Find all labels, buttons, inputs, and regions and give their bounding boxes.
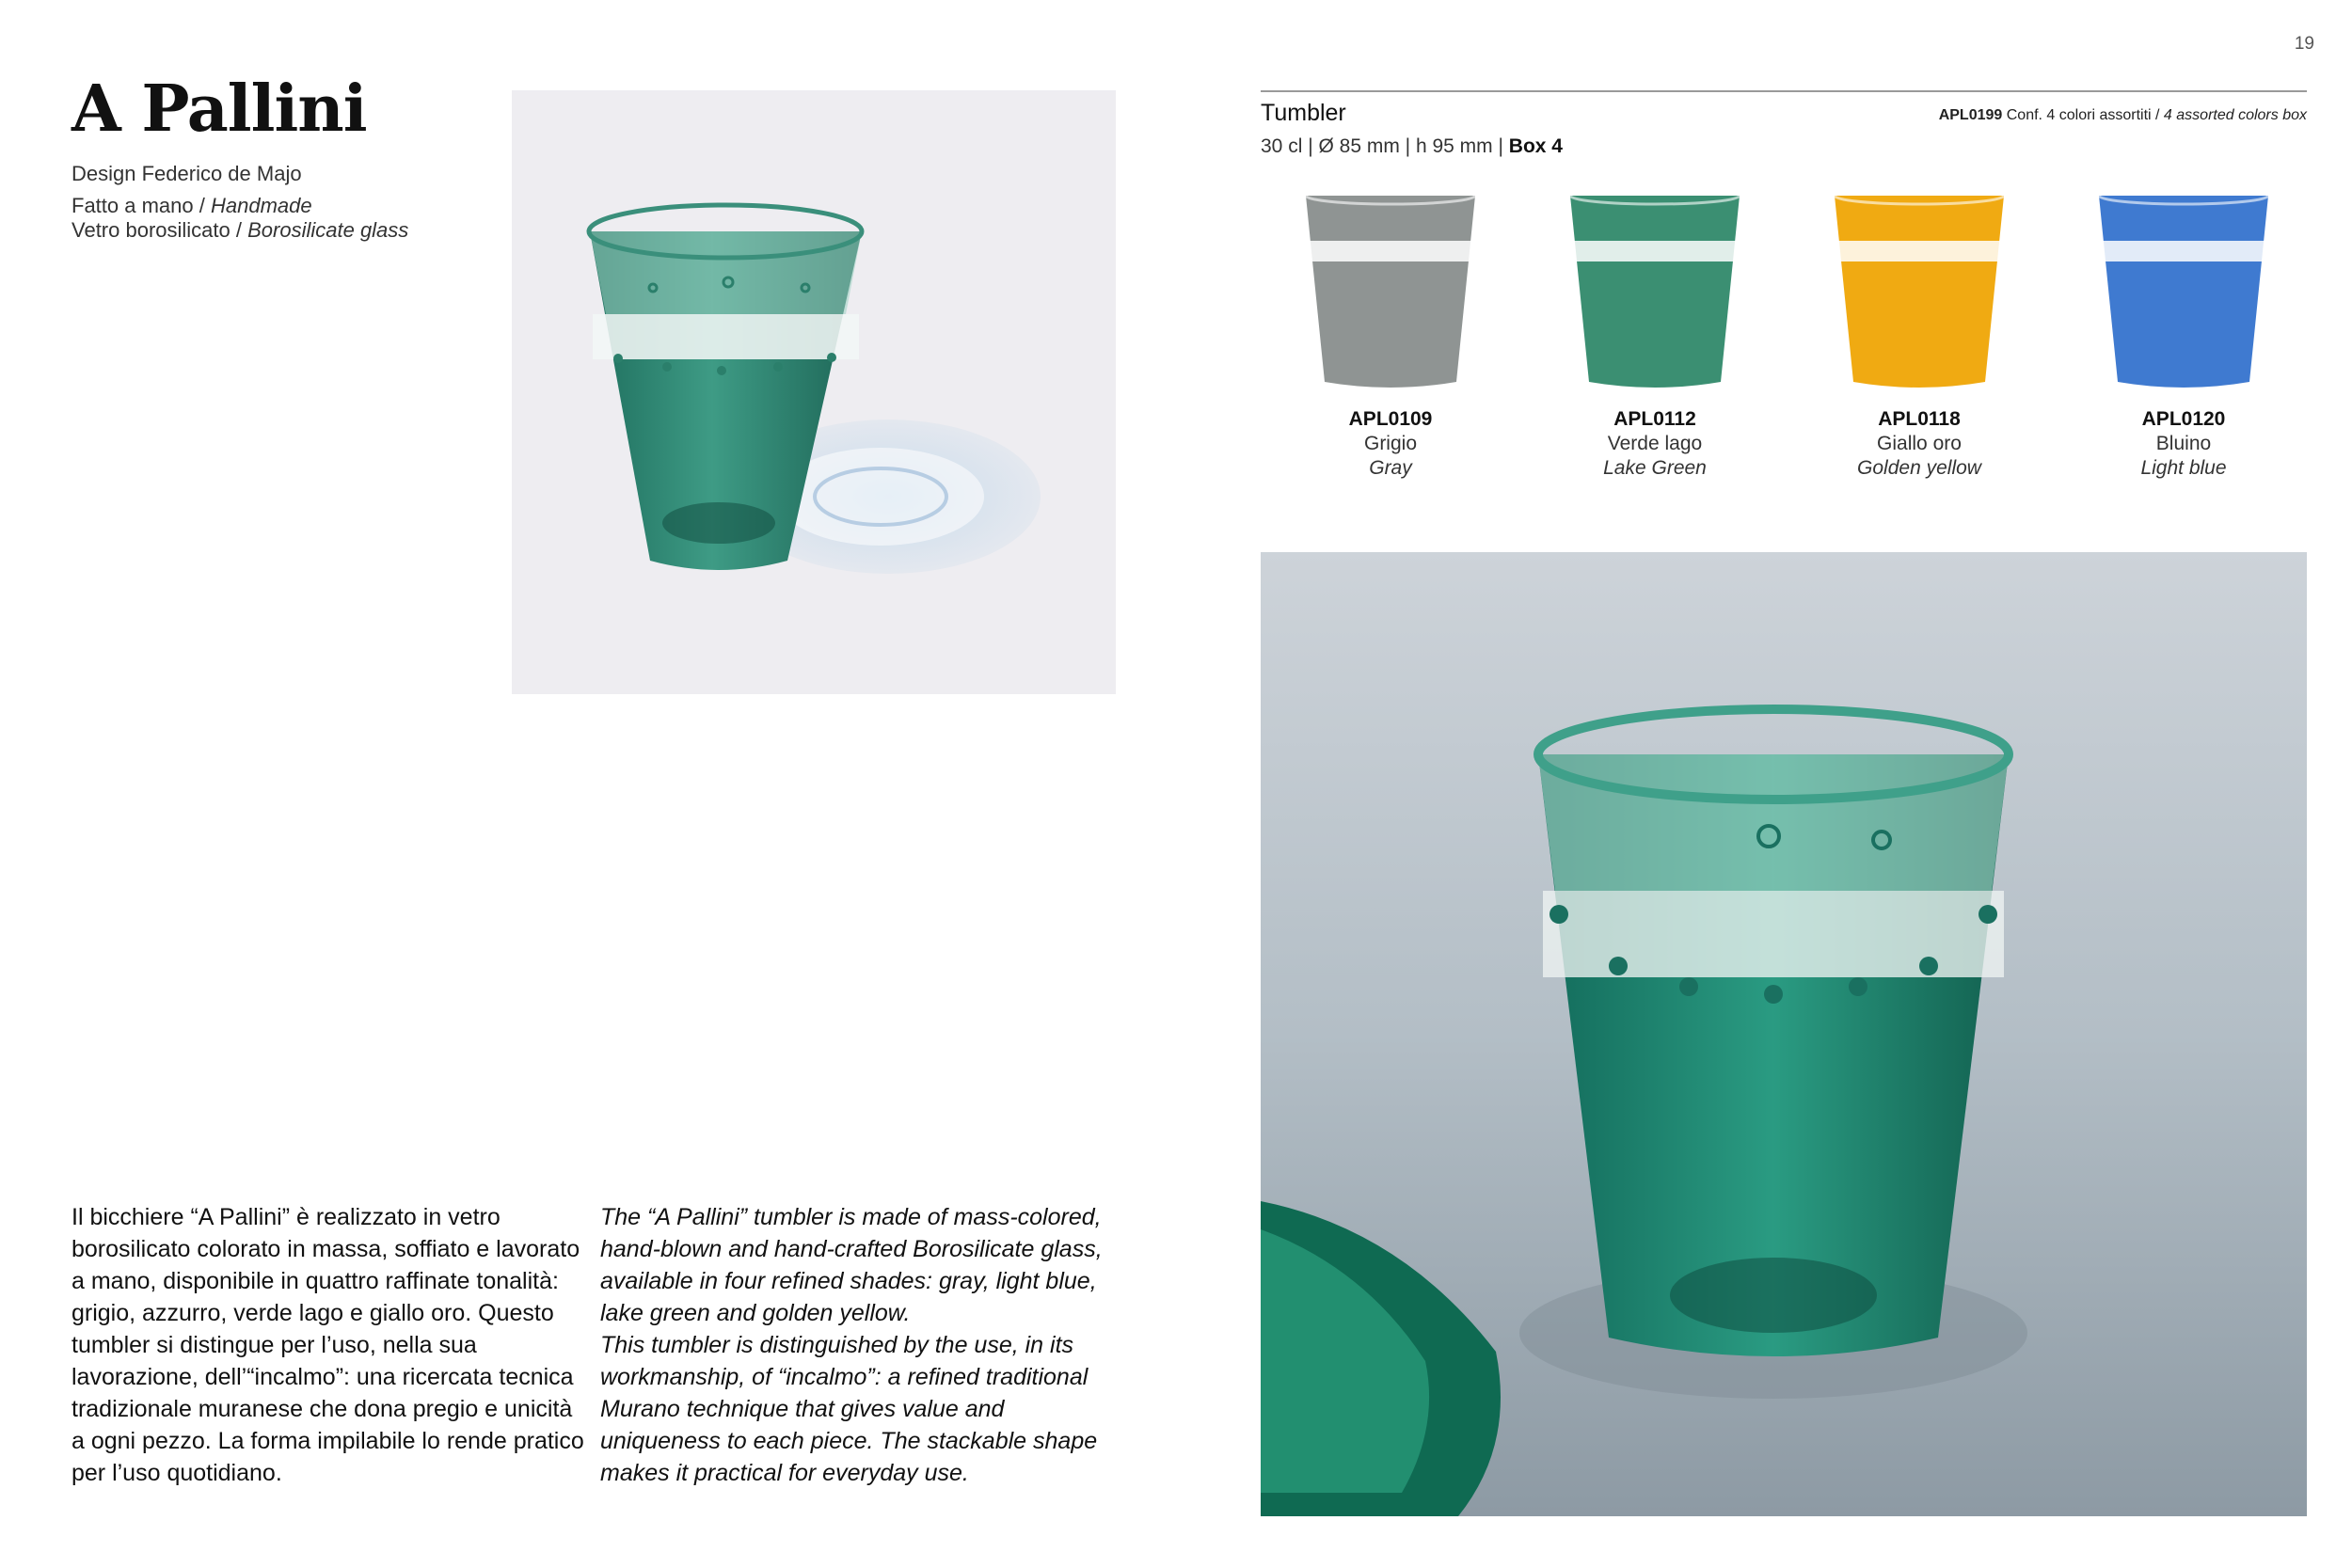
variant-name-en: Golden yellow [1857,457,1981,479]
lifestyle-photo [1261,552,2307,1516]
variant-light-blue [2080,184,2287,480]
designer-credit: Design Federico de Majo [72,162,302,185]
page-number: 19 [2294,34,2314,54]
box-description-it: Conf. 4 colori assortiti / [2002,107,2164,123]
material-line [72,218,408,243]
light-blue-tumbler-icon [2080,184,2287,395]
design-credits [72,162,408,243]
gray-tumbler-icon [1287,184,1494,395]
variant-name-it: Bluino [2155,433,2212,454]
description-italian [72,1201,591,1489]
variant-name-it: Verde lago [1607,433,1703,454]
variant-code: APL0112 [1613,408,1696,430]
variant-gray [1287,184,1494,480]
page-title: A Pallini [72,71,367,147]
material-it: Vetro borosilicato [72,218,230,242]
variant-name-it: Giallo oro [1877,433,1962,454]
box-description-en: 4 assorted colors box [2163,107,2307,123]
hero-product-photo [512,90,1116,694]
green-tumbler-illustration [512,90,1116,694]
handmade-it: Fatto a mano [72,194,194,217]
material-separator: / [230,218,248,242]
variant-code: APL0109 [1348,408,1433,430]
box-info [1939,107,2307,124]
product-dimensions [1261,135,1563,158]
description-italian-paragraph: Il bicchiere “A Pallini” è realizzato in vetro borosilicato colorato in massa, soffiato e lavorato a mano, disponibile in quattro raffinate tonalità: grigio, azzurro, verde lago e giallo oro. Questo tumbler si distingue per l’uso, nella sua lavorazione, dell’“incalmo”: una ricercata tecnica tradizionale muranese che dona pregio e unicità a ogni pezzo. La forma impilabile lo rende pratico per l’uso quotidiano. [72,1204,584,1486]
box-code: APL0199 [1938,107,2003,123]
description-english-paragraph: The “A Pallini” tumbler is made of mass-colored, hand-blown and hand-crafted Borosilicate glass, available in four refined shades: gray, light blue, lake green and golden yellow. [600,1204,1103,1326]
variant-name-en: Gray [1369,457,1412,479]
variant-lake-green [1551,184,1758,480]
description-english [600,1201,1122,1489]
handmade-line [72,194,408,218]
dimensions-text: 30 cl | Ø 85 mm | h 95 mm | [1261,135,1509,157]
box-quantity: Box 4 [1508,135,1563,157]
golden-yellow-tumbler-icon [1816,184,2023,395]
material-en: Borosilicate glass [247,218,409,242]
lake-green-tumbler-icon [1551,184,1758,395]
green-tumbler-on-table-illustration [1261,552,2307,1516]
variant-name-en: Light blue [2140,457,2227,479]
variant-code: APL0118 [1878,408,1961,430]
variant-name-en: Lake Green [1603,457,1707,479]
description-english-paragraph: This tumbler is distinguished by the use, in its workmanship, of “incalmo”: a refined traditional Murano technique that gives value and uniqueness to each piece. The stackable shape makes it practical for everyday use. [600,1332,1098,1486]
variant-golden-yellow [1816,184,2023,480]
product-name: Tumbler [1261,100,1346,126]
handmade-en: Handmade [210,194,312,217]
handmade-separator: / [193,194,211,217]
variant-code: APL0120 [2141,408,2226,430]
variant-name-it: Grigio [1363,433,1418,454]
spec-divider [1261,90,2307,92]
